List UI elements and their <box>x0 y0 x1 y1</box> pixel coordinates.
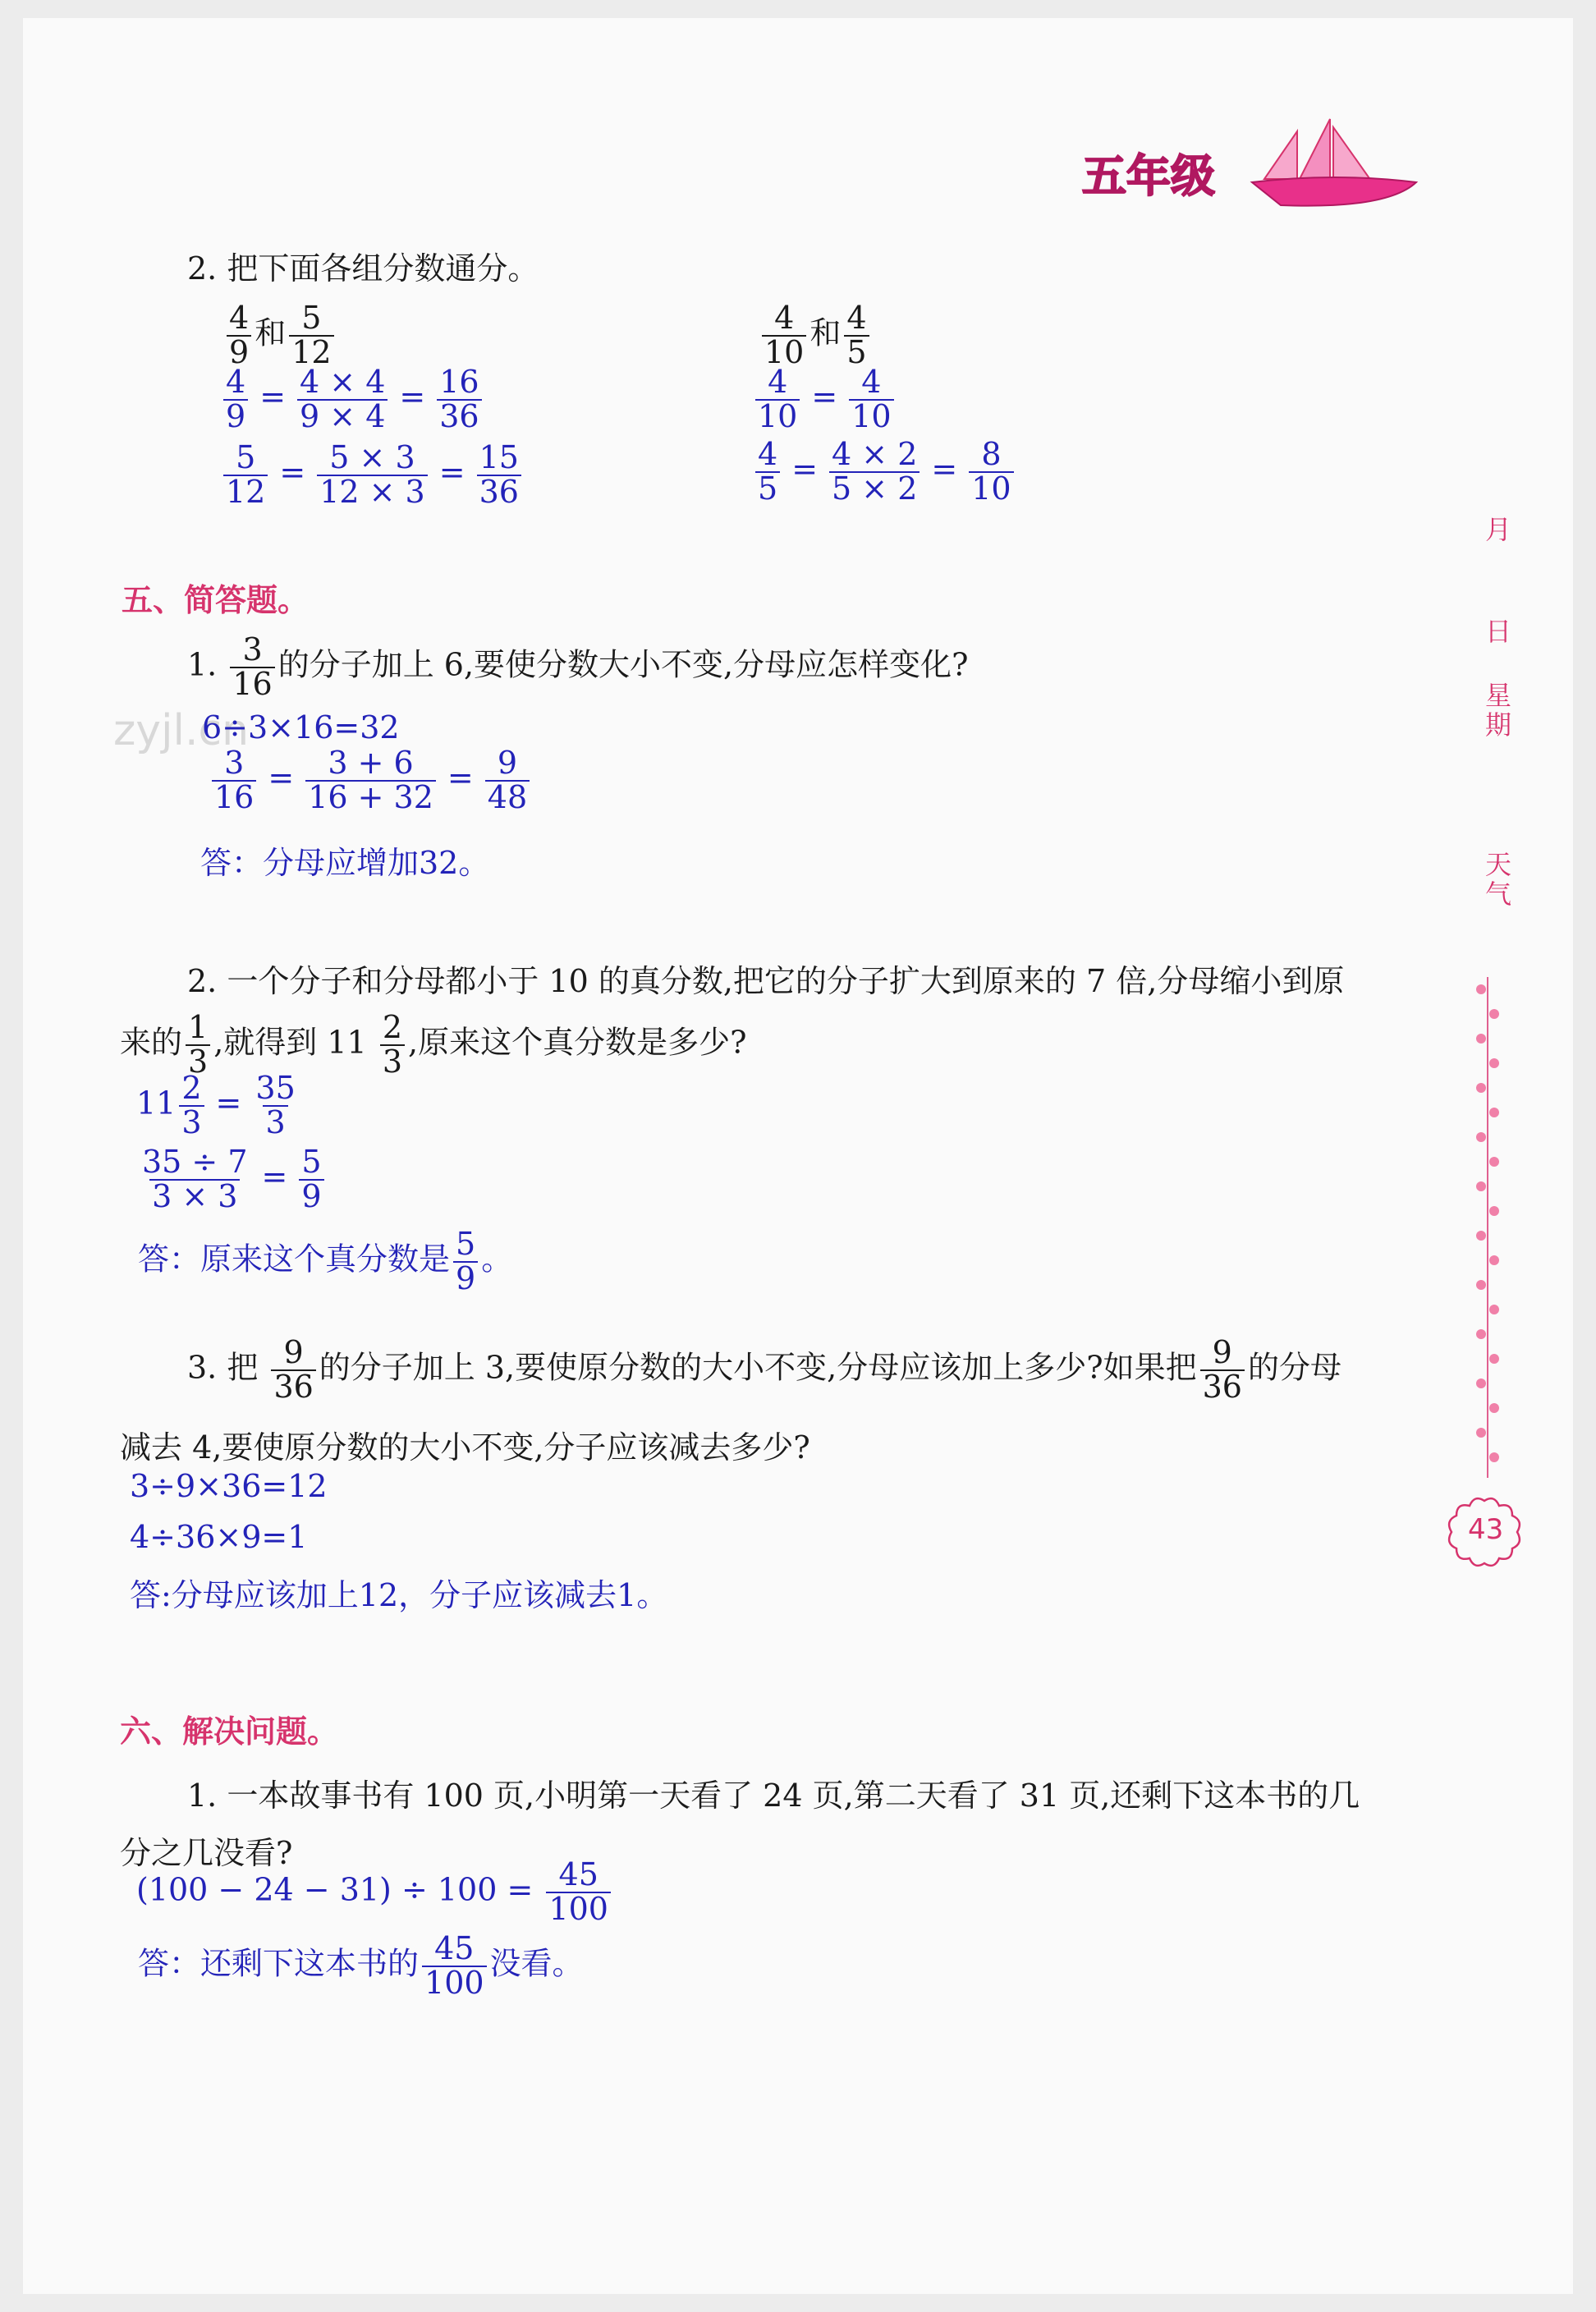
fraction <box>223 439 268 510</box>
denominator: 16 + 32 <box>305 780 436 814</box>
numerator: 9 <box>1212 1334 1232 1370</box>
fraction <box>317 439 428 510</box>
fraction <box>477 439 521 510</box>
sidebar-weekday: 星期 <box>1481 681 1512 741</box>
numerator: 4 <box>768 364 788 400</box>
numerator: 3 + 6 <box>328 745 414 781</box>
s5-p1-equation: $\frac{3}{16}$ = $\frac{3 + 6}{16 + 32}$ = $\frac{9}{48}$ <box>209 747 533 814</box>
denominator: 5 × 2 <box>829 471 920 506</box>
numerator: 45 <box>558 1856 598 1892</box>
fraction <box>289 302 333 369</box>
s6-problem-1-line1: 1. 一本故事书有 100 页,小明第一天看了 24 页,第二天看了 31 页,还剩下这本书的几 <box>187 1778 1360 1814</box>
fraction <box>380 1009 405 1080</box>
watermark: zyjl.cn <box>113 706 250 755</box>
denominator: 36 <box>271 1369 315 1404</box>
denominator: 9 <box>223 399 248 434</box>
fraction <box>297 366 388 434</box>
fraction <box>212 747 256 814</box>
numerator: 3 <box>242 631 263 667</box>
grade-label: 五年级 <box>1082 150 1215 202</box>
fraction <box>453 1228 478 1296</box>
sidebar-day: 日 <box>1481 617 1512 647</box>
s6-p1-answer: 答：还剩下这本书的 $\frac{45}{100}$ 没看。 <box>138 1930 584 2001</box>
fraction <box>437 366 481 434</box>
s6-p1-equation: (100 − 24 − 31) ÷ 100 = $\frac{45}{100}$ <box>136 1859 614 1926</box>
fraction <box>299 1146 323 1213</box>
numerator: 1 <box>188 1009 209 1045</box>
fraction <box>762 302 806 369</box>
numerator: 3 <box>224 745 245 781</box>
s5-p1-answer: 答：分母应增加32。 <box>200 845 490 881</box>
numerator: 5 <box>301 1144 322 1180</box>
denominator: 16 <box>230 667 274 701</box>
numerator: 8 <box>981 436 1002 472</box>
fraction <box>755 438 780 506</box>
s5-problem-2-line2: 来的 $\frac{1}{3}$ ,就得到 11 $\frac{2}{3}$ ,原来这个真分数是多少? <box>120 1009 747 1080</box>
denominator: 36 <box>1200 1369 1245 1404</box>
s5-p1-work: 6÷3×16=32 <box>202 709 400 745</box>
sidebar-weather: 天气 <box>1481 851 1512 910</box>
numerator: 4 <box>226 364 246 400</box>
s5-p2-answer: 答：原来这个真分数是 $\frac{5}{9}$ 。 <box>138 1226 513 1296</box>
s5-problem-1: 1. $\frac{3}{16}$ 的分子加上 6,要使分数大小不变,分母应怎样变化? <box>187 631 969 702</box>
q2-left-line1: $\frac{4}{9}$ = $\frac{4 \times 4}{9 \times 4}$ = $\frac{16}{36}$ <box>220 366 485 434</box>
section-6-title: 六、解决问题。 <box>120 1713 339 1750</box>
denominator: 9 <box>453 1261 478 1296</box>
denominator: 3 <box>179 1105 204 1140</box>
fraction <box>271 1334 315 1405</box>
fraction <box>1200 1334 1245 1405</box>
denominator: 3 <box>186 1044 210 1079</box>
numerator: 45 <box>434 1930 475 1966</box>
q2-right-given: $\frac{4}{10}$ 和 $\frac{4}{5}$ <box>759 302 873 369</box>
sailboat-icon <box>1248 115 1420 213</box>
numerator: 4 <box>846 300 867 336</box>
q2-left-given: $\frac{4}{9}$ 和 $\frac{5}{12}$ <box>223 302 337 369</box>
section-5-title: 五、简答题。 <box>122 582 310 618</box>
fraction <box>227 302 251 369</box>
floral-vine-border <box>1466 977 1509 1478</box>
numerator: 5 <box>236 439 256 475</box>
numerator: 16 <box>439 364 479 400</box>
denominator: 100 <box>422 1966 487 2000</box>
numerator: 2 <box>382 1009 402 1045</box>
numerator: 15 <box>479 439 519 475</box>
numerator: 35 <box>255 1070 296 1106</box>
denominator: 10 <box>762 335 806 369</box>
denominator: 5 <box>755 471 780 506</box>
numerator: 5 <box>456 1226 476 1262</box>
s5-problem-3-line2: 减去 4,要使原分数的大小不变,分子应该减去多少? <box>120 1429 810 1466</box>
numerator: 4 <box>758 436 778 472</box>
s5-problem-2-line1: 2. 一个分子和分母都小于 10 的真分数,把它的分子扩大到原来的 7 倍,分母缩小到原 <box>187 963 1345 999</box>
s5-problem-3-line1: 3. 把 $\frac{9}{36}$ 的分子加上 3,要使原分数的大小不变,分母应该加上多少?如果把 $\frac{9}{36}$ 的分母 <box>187 1334 1341 1405</box>
denominator: 9 <box>299 1179 323 1213</box>
denominator: 10 <box>755 399 800 434</box>
numerator: 4 × 2 <box>832 436 918 472</box>
numerator: 5 × 3 <box>329 439 415 475</box>
page-number: 43 <box>1468 1513 1504 1546</box>
numerator: 35 ÷ 7 <box>142 1144 248 1180</box>
numerator: 9 <box>283 1334 304 1370</box>
sidebar-month: 月 <box>1481 516 1512 545</box>
fraction <box>829 438 920 506</box>
numerator: 4 × 4 <box>300 364 386 400</box>
fraction <box>253 1072 297 1140</box>
denominator: 9 × 4 <box>297 399 388 434</box>
numerator: 4 <box>229 300 250 336</box>
denominator: 9 <box>227 335 251 369</box>
denominator: 10 <box>849 399 893 434</box>
s5-p2-equation-1: 11 $\frac{2}{3}$ = $\frac{35}{3}$ <box>136 1072 301 1140</box>
denominator: 10 <box>969 471 1013 506</box>
fraction <box>422 1930 487 2001</box>
denominator: 3 <box>380 1044 405 1079</box>
s5-p2-equation-2: $\frac{35 \div 7}{3 \times 3}$ = $\frac{5}{9}$ <box>136 1146 328 1213</box>
fraction <box>546 1856 611 1927</box>
q2-right-line1: $\frac{4}{10}$ = $\frac{4}{10}$ <box>752 366 897 434</box>
denominator: 3 × 3 <box>149 1179 240 1213</box>
s5-p3-work-2: 4÷36×9=1 <box>130 1519 308 1555</box>
fraction <box>140 1146 250 1213</box>
fraction <box>223 366 248 434</box>
s5-p3-work-1: 3÷9×36=12 <box>130 1468 328 1504</box>
denominator: 12 <box>223 475 268 509</box>
numerator: 5 <box>301 300 322 336</box>
fraction <box>485 747 530 814</box>
fraction <box>969 438 1013 506</box>
s5-p3-answer: 答:分母应该加上12，分子应该减去1。 <box>130 1577 668 1613</box>
numerator: 9 <box>497 745 518 781</box>
fraction <box>230 631 274 702</box>
fraction <box>305 747 436 814</box>
fraction <box>849 366 893 434</box>
q2-right-line2: $\frac{4}{5}$ = $\frac{4 \times 2}{5 \times 2}$ = $\frac{8}{10}$ <box>752 438 1017 506</box>
numerator: 4 <box>774 300 795 336</box>
s6-problem-1-line2: 分之几没看? <box>120 1835 293 1871</box>
fraction <box>844 302 869 369</box>
denominator: 3 <box>263 1105 287 1140</box>
denominator: 12 × 3 <box>317 475 428 509</box>
numerator: 4 <box>861 364 882 400</box>
q2-left-line2: $\frac{5}{12}$ = $\frac{5 \times 3}{12 \times 3}$ = $\frac{15}{36}$ <box>220 442 525 509</box>
denominator: 5 <box>844 335 869 369</box>
fraction <box>186 1009 210 1080</box>
denominator: 36 <box>477 475 521 509</box>
denominator: 48 <box>485 780 530 814</box>
question-2-prompt: 2. 把下面各组分数通分。 <box>187 250 539 287</box>
denominator: 16 <box>212 780 256 814</box>
denominator: 100 <box>546 1892 611 1926</box>
denominator: 12 <box>289 335 333 369</box>
fraction <box>179 1072 204 1140</box>
numerator: 2 <box>181 1070 202 1106</box>
fraction <box>755 366 800 434</box>
denominator: 36 <box>437 399 481 434</box>
